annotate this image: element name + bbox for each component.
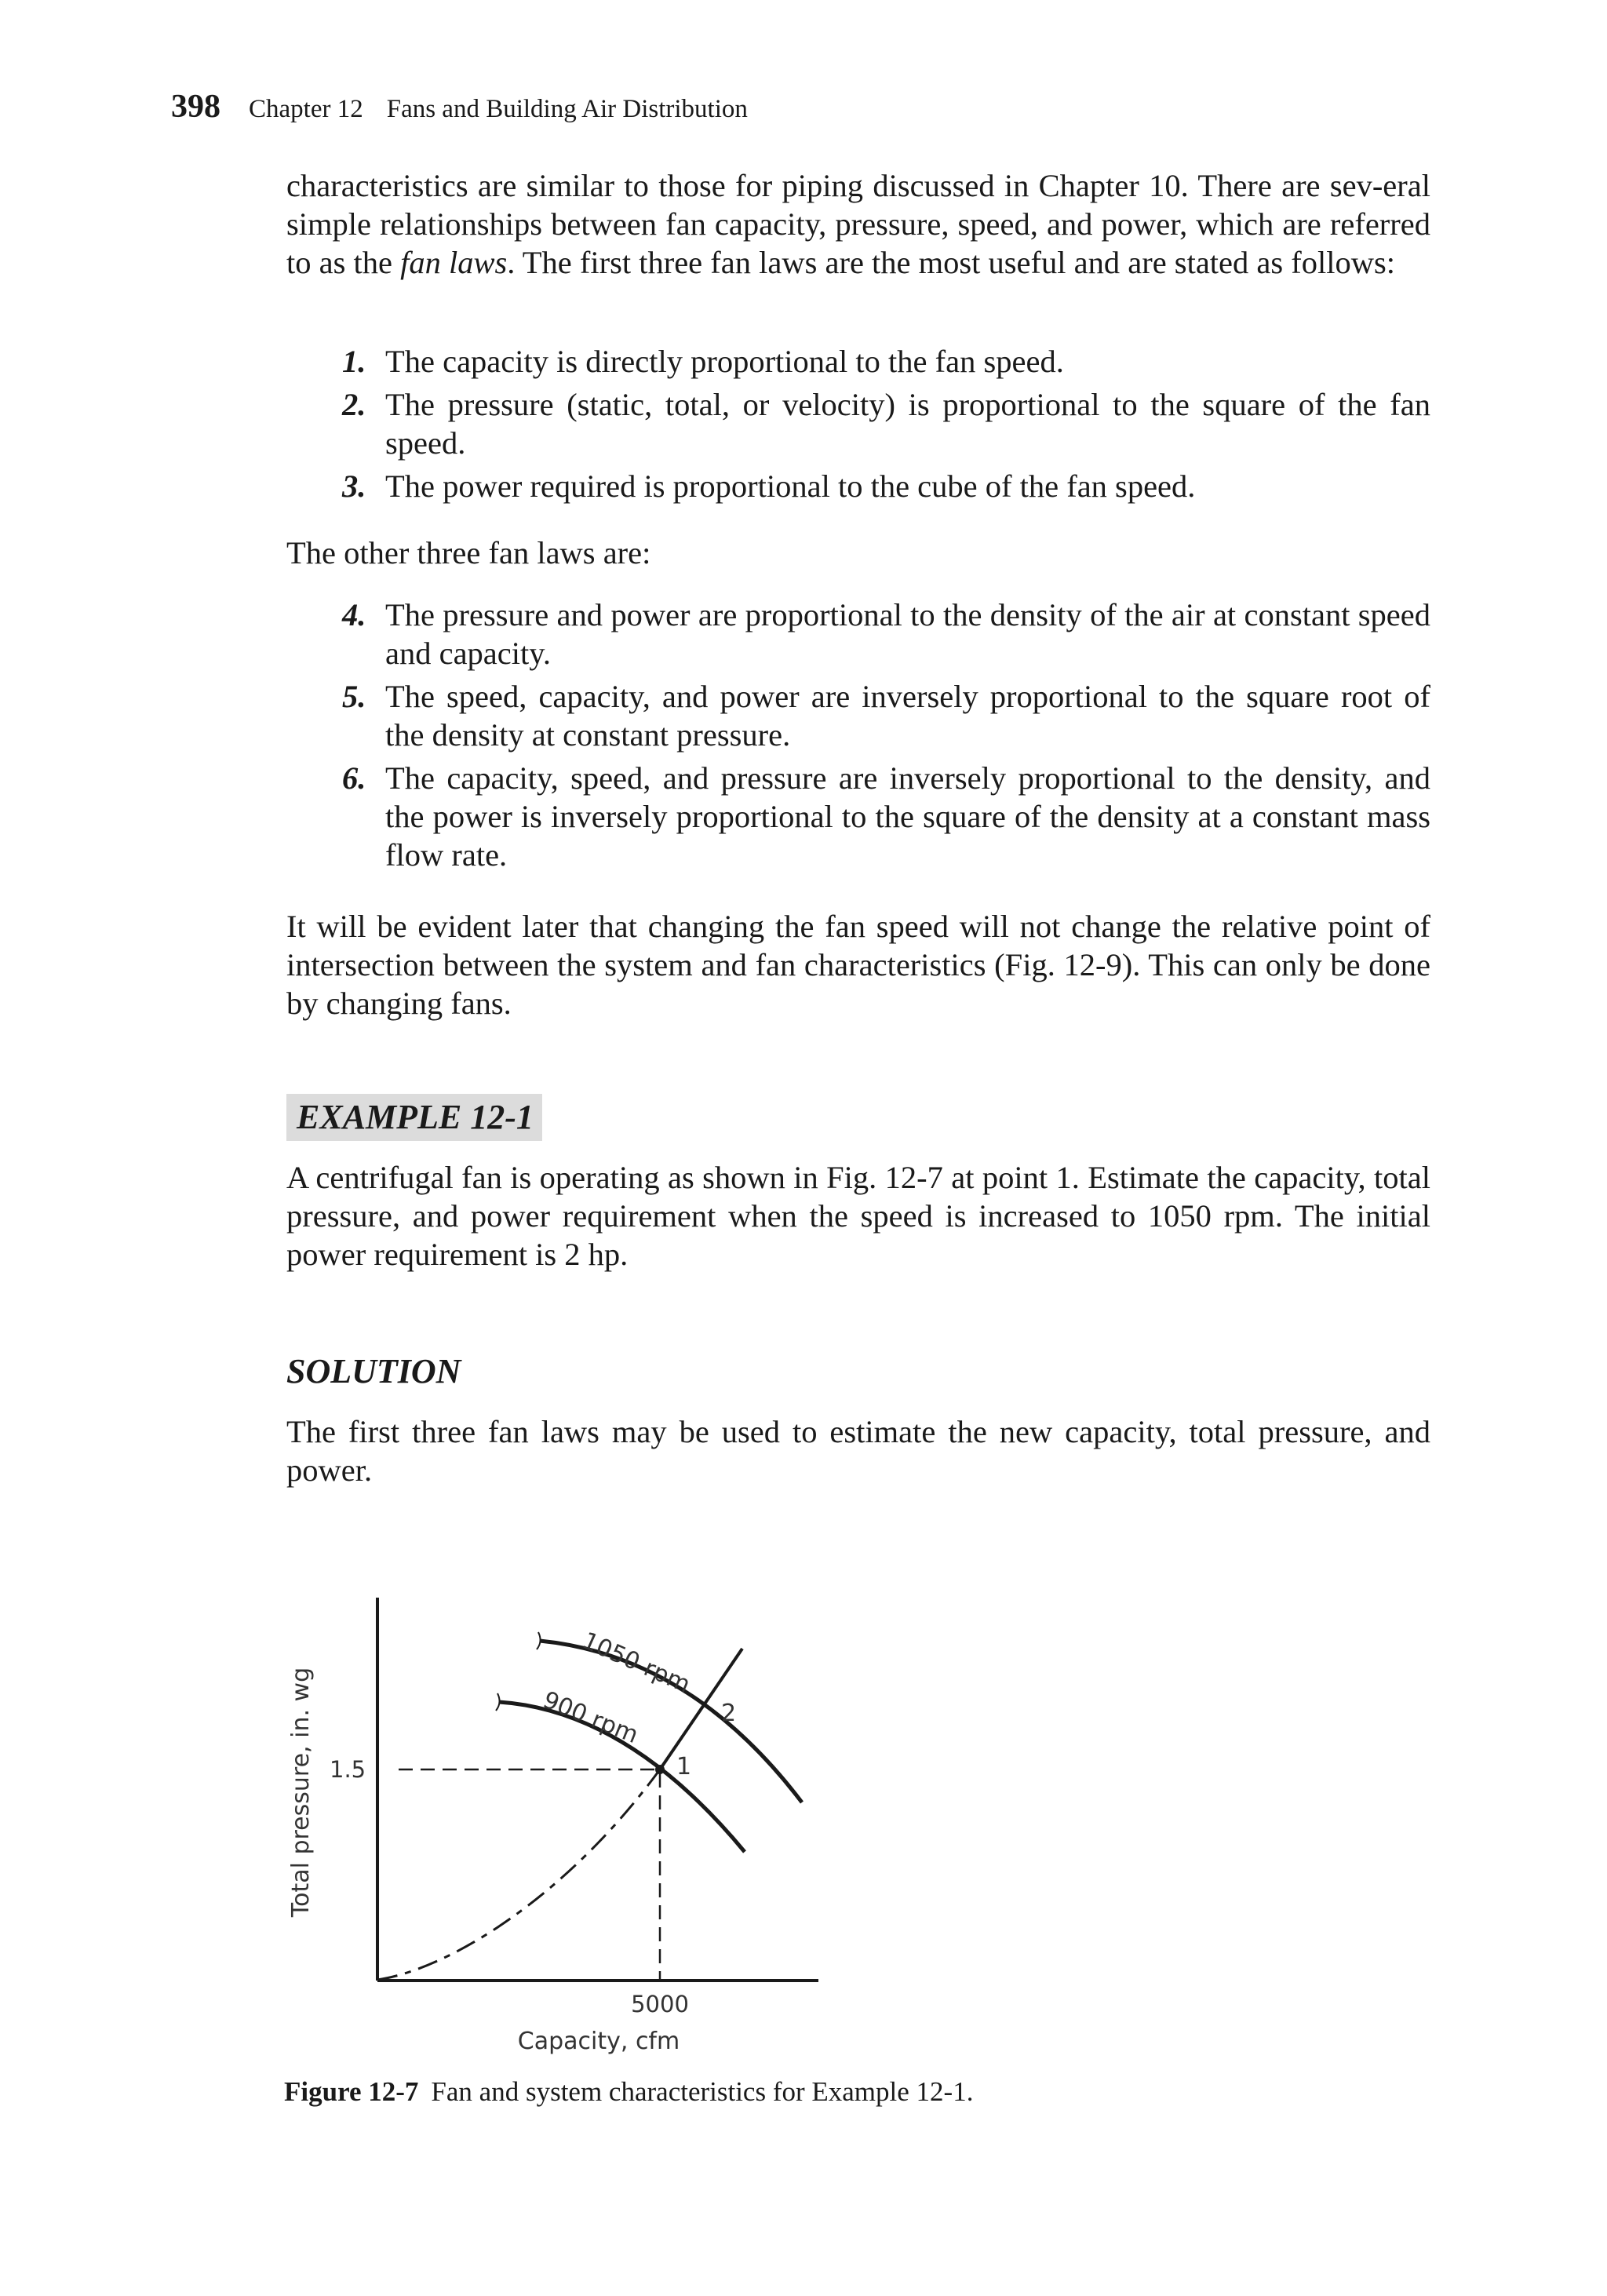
evident-text: It will be evident later that changing the fan speed will not change the relative point of intersection between the system and fan characteristics (Fig. 12-9). This can only be done by changing fans. [286, 909, 1430, 1021]
intro-paragraph [286, 166, 1430, 282]
evident-paragraph [286, 907, 1430, 1022]
y-tick-label: 1.5 [330, 1756, 366, 1783]
intro-text-1: characteristics are similar to those for piping discussed in Chapter 10. There are sev-eral simple relationships between fan capacity, pressure, speed, and power, which are referred to as the [286, 168, 1430, 280]
figure-caption [284, 2076, 973, 2108]
list-number: 3. [342, 468, 366, 504]
list-text: The capacity, speed, and pressure are inversely proportional to the density, and the power is inversely proportional to the square of the density at a constant mass flow rate. [385, 760, 1430, 873]
intro-text-2: . The first three fan laws are the most useful and are stated as follows: [507, 245, 1396, 280]
list-item [342, 759, 1430, 874]
solution-paragraph [286, 1412, 1430, 1489]
list-item [342, 467, 1430, 505]
running-head [249, 95, 748, 124]
y-axis-label: Total pressure, in. wg [287, 1667, 315, 1918]
operating-point-1 [655, 1765, 665, 1774]
curve-900-end-tick [496, 1693, 500, 1711]
list-text: The speed, capacity, and power are inversely proportional to the square root of the density at constant pressure. [385, 679, 1430, 753]
system-curve-dashed [377, 1769, 660, 1980]
list-number: 4. [342, 597, 366, 632]
list-item [342, 596, 1430, 672]
list-number: 2. [342, 387, 366, 422]
list-text: The pressure (static, total, or velocity) is proportional to the square of the fan speed. [385, 387, 1430, 461]
list-number: 6. [342, 760, 366, 796]
list-item [342, 342, 1430, 381]
list-text: The pressure and power are proportional to the density of the air at constant speed and capacity. [385, 597, 1430, 671]
curve-1050-end-tick [537, 1632, 541, 1649]
list-number: 1. [342, 344, 366, 379]
other-laws-intro [286, 534, 1430, 572]
list-item [342, 385, 1430, 462]
example-paragraph [286, 1158, 1430, 1274]
fan-laws-list-first [342, 342, 1430, 505]
figure-12-7 [275, 1585, 840, 2072]
chapter-title: Fans and Building Air Distribution [386, 95, 748, 123]
list-item [342, 677, 1430, 754]
fan-laws-list-other [342, 596, 1430, 874]
x-tick-label: 5000 [631, 1991, 689, 2017]
point-1-label: 1 [676, 1753, 692, 1780]
solution-text: The first three fan laws may be used to estimate the new capacity, total pressure, and power. [286, 1414, 1430, 1488]
page-number: 398 [171, 89, 220, 125]
chapter-label: Chapter 12 [249, 95, 363, 123]
list-text: The capacity is directly proportional to the fan speed. [385, 344, 1064, 379]
caption-text: Fan and system characteristics for Example 12-1. [431, 2076, 974, 2107]
fan-laws-term: fan laws [400, 245, 508, 280]
example-text: A centrifugal fan is operating as shown in Fig. 12-7 at point 1. Estimate the capacity, total pressure, and power requirement when the speed is increased to 1050 rpm. The initial power requirement is 2 hp. [286, 1160, 1430, 1272]
curve-900-label: 900 rpm [539, 1686, 643, 1750]
point-2-label: 2 [721, 1700, 737, 1727]
example-title: EXAMPLE 12-1 [297, 1098, 534, 1136]
solution-title: SOLUTION [286, 1352, 461, 1390]
curve-1050-label: 1050 rpm [578, 1627, 694, 1699]
list-text: The power required is proportional to the cube of the fan speed. [385, 468, 1196, 504]
figure-label: Figure 12-7 [284, 2076, 419, 2107]
other-laws-text: The other three fan laws are: [286, 535, 651, 570]
running-header [171, 88, 748, 135]
list-number: 5. [342, 679, 366, 714]
x-axis-label: Capacity, cfm [517, 2028, 680, 2055]
